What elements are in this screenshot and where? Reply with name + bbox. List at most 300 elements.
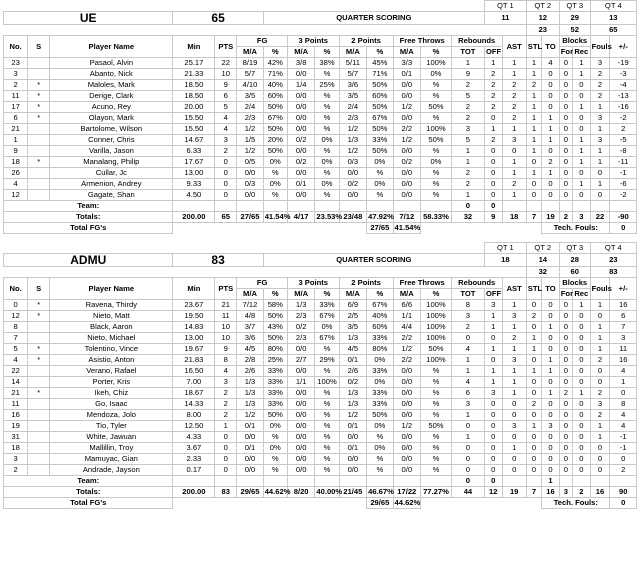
player-reb-tot: 3 [451, 124, 484, 135]
player-no: 11 [4, 91, 28, 102]
totals-ft-ma: 17/22 [393, 487, 421, 498]
player-fg-pct: 50% [263, 410, 287, 421]
player-to: 1 [542, 168, 560, 179]
player-fg-pct: 42% [263, 58, 287, 69]
player-ft-pct: % [421, 113, 452, 124]
player-row [4, 311, 637, 322]
quarter-score-2: 12 [526, 12, 559, 25]
player-ft-ma: 0/0 [393, 388, 421, 399]
player-no: 4 [4, 179, 28, 190]
player-name: Acuno, Rey [50, 102, 173, 113]
qt3-label: QT 3 [559, 243, 590, 254]
player-twp-pct: 50% [367, 102, 393, 113]
player-starter [28, 410, 50, 421]
player-twp-ma: 6/9 [339, 300, 367, 311]
player-row [4, 454, 637, 465]
player-name: Nieto, Matt [50, 311, 173, 322]
player-tp-pct: % [315, 113, 339, 124]
tech-fouls-label: Tech. Fouls: [542, 223, 610, 234]
qt4-label: QT 4 [590, 1, 636, 12]
player-reb-tot: 9 [451, 69, 484, 80]
player-no: 21 [4, 124, 28, 135]
player-min: 4.33 [173, 432, 215, 443]
player-fg-ma: 8/19 [237, 58, 263, 69]
player-twp-ma: 1/2 [339, 124, 367, 135]
player-pts: 3 [215, 377, 237, 388]
total-fgs-spacer [173, 223, 367, 234]
player-tp-pct: % [315, 465, 339, 476]
totals-ft-ma: 7/12 [393, 212, 421, 223]
player-starter [28, 69, 50, 80]
player-ft-ma: 2/2 [393, 355, 421, 366]
player-tp-ma: 0/0 [287, 432, 315, 443]
player-blk-for: 0 [559, 344, 572, 355]
team-row-empty [215, 201, 237, 212]
player-pm: 16 [610, 300, 637, 311]
player-reb-off: 0 [484, 113, 502, 124]
player-reb-tot: 2 [451, 113, 484, 124]
player-ft-pct: 100% [421, 300, 452, 311]
player-pts: 4 [215, 124, 237, 135]
player-reb-off: 0 [484, 421, 502, 432]
player-tp-pct: 0% [315, 135, 339, 146]
player-pts: 21 [215, 300, 237, 311]
cumulative-score-3: 52 [559, 25, 590, 36]
sub-pct: % [263, 289, 287, 300]
player-pts: 0 [215, 454, 237, 465]
player-row [4, 344, 637, 355]
player-stl: 2 [526, 311, 541, 322]
total-fgs-label: Total FG's [4, 223, 173, 234]
player-blk-for: 0 [559, 454, 572, 465]
player-fg-pct: 0% [263, 157, 287, 168]
col-ft: Free Throws [393, 36, 451, 47]
totals-blk-for: 3 [559, 487, 572, 498]
col-2pts: 2 Points [339, 278, 393, 289]
player-ast: 0 [502, 465, 526, 476]
player-fg-pct: % [263, 432, 287, 443]
col-fouls: Fouls [590, 36, 610, 58]
player-min: 2.33 [173, 454, 215, 465]
player-fg-pct: % [263, 465, 287, 476]
player-stl: 0 [526, 432, 541, 443]
sub-ma: M/A [393, 47, 421, 58]
player-fouls: 0 [590, 366, 610, 377]
player-ft-ma: 0/0 [393, 399, 421, 410]
player-twp-ma: 0/2 [339, 179, 367, 190]
col-rebounds: Rebounds [451, 278, 502, 289]
player-reb-off: 1 [484, 124, 502, 135]
player-pm: -1 [610, 443, 637, 454]
player-blk-for: 2 [559, 388, 572, 399]
team-row-empty [573, 476, 591, 487]
player-reb-off: 0 [484, 410, 502, 421]
team-row-empty [393, 201, 421, 212]
player-name: Abanto, Nick [50, 69, 173, 80]
col-pts: PTS [215, 278, 237, 300]
player-to: 0 [542, 333, 560, 344]
total-fgs-spacer [421, 223, 542, 234]
player-twp-pct: 0% [367, 443, 393, 454]
player-min: 13.00 [173, 168, 215, 179]
player-twp-ma: 5/7 [339, 69, 367, 80]
player-twp-ma: 0/2 [339, 377, 367, 388]
player-reb-tot: 1 [451, 190, 484, 201]
sub-pct: % [263, 47, 287, 58]
col-fg: FG [237, 36, 288, 47]
team-row-reb-off: 0 [484, 476, 502, 487]
totals-tp-pct: 23.53% [316, 212, 343, 222]
player-twp-ma: 2/3 [339, 113, 367, 124]
team-row-empty [367, 201, 393, 212]
player-twp-ma: 2/5 [339, 311, 367, 322]
header-spacer [4, 1, 485, 12]
player-starter [28, 421, 50, 432]
totals-blk-for: 2 [559, 212, 572, 223]
player-ft-pct: 50% [421, 421, 452, 432]
player-tp-ma: 0/2 [287, 157, 315, 168]
totals-tp-ma: 4/17 [287, 212, 315, 223]
player-twp-pct: 0% [367, 355, 393, 366]
player-starter [28, 322, 50, 333]
player-reb-off: 2 [484, 80, 502, 91]
player-stl: 1 [526, 344, 541, 355]
player-ft-ma: 0/0 [393, 190, 421, 201]
quarter-score-1: 18 [484, 254, 526, 267]
player-pm: -1 [610, 432, 637, 443]
player-to: 0 [542, 443, 560, 454]
player-pts: 0 [215, 465, 237, 476]
player-reb-off: 0 [484, 399, 502, 410]
totals-label: Totals: [4, 212, 173, 223]
player-reb-off: 2 [484, 69, 502, 80]
player-reb-tot: 2 [451, 80, 484, 91]
player-reb-off: 3 [484, 300, 502, 311]
team-score: 65 [173, 12, 263, 25]
player-fouls: 1 [590, 102, 610, 113]
player-stl: 0 [526, 443, 541, 454]
col-plus-minus: +/- [610, 278, 637, 300]
totals-stl: 7 [526, 212, 541, 223]
player-twp-ma: 2/6 [339, 366, 367, 377]
player-to: 0 [542, 311, 560, 322]
player-pts: 2 [215, 388, 237, 399]
player-no: 23 [4, 58, 28, 69]
player-ft-ma: 0/0 [393, 366, 421, 377]
player-ft-ma: 2/2 [393, 124, 421, 135]
player-twp-pct: 50% [367, 124, 393, 135]
player-pts: 0 [215, 443, 237, 454]
col-rebounds: Rebounds [451, 36, 502, 47]
player-fg-ma: 0/3 [237, 179, 263, 190]
player-blk-for: 0 [559, 135, 572, 146]
player-tp-pct: 67% [315, 333, 339, 344]
player-ft-ma: 3/3 [393, 58, 421, 69]
player-pts: 9 [215, 344, 237, 355]
player-fg-ma: 4/10 [237, 80, 263, 91]
player-fg-ma: 0/1 [237, 421, 263, 432]
team-row-empty [421, 201, 452, 212]
player-pts: 3 [215, 135, 237, 146]
player-tp-ma: 0/0 [287, 168, 315, 179]
col-ft: Free Throws [393, 278, 451, 289]
cumulative-spacer [4, 25, 527, 36]
player-reb-tot: 5 [451, 91, 484, 102]
team-row-empty [573, 201, 591, 212]
player-row [4, 91, 637, 102]
player-no: 3 [4, 454, 28, 465]
player-ast: 2 [502, 102, 526, 113]
player-fg-ma: 3/7 [237, 322, 263, 333]
player-min: 25.17 [173, 58, 215, 69]
totals-twp-pct: 46.67% [368, 487, 394, 497]
team-row-empty [610, 201, 637, 212]
player-twp-ma: 1/2 [339, 410, 367, 421]
player-name: Porter, Kris [50, 377, 173, 388]
player-reb-off: 1 [484, 322, 502, 333]
totals-fouls: 16 [590, 487, 610, 498]
player-starter [28, 377, 50, 388]
player-stl: 1 [526, 366, 541, 377]
player-name: Maloles, Mark [50, 80, 173, 91]
player-fouls: 1 [590, 179, 610, 190]
tech-fouls-value: 0 [610, 223, 637, 234]
player-ft-pct: % [421, 146, 452, 157]
player-tp-pct: 0% [315, 322, 339, 333]
player-twp-ma: 5/11 [339, 58, 367, 69]
totals-fg-ma: 27/65 [237, 212, 263, 223]
player-to: 0 [542, 146, 560, 157]
player-twp-pct: % [367, 465, 393, 476]
player-fg-ma: 1/3 [237, 388, 263, 399]
player-name: Go, Isaac [50, 399, 173, 410]
team-row-empty [237, 476, 263, 487]
player-stl: 0 [526, 322, 541, 333]
player-fg-pct: 50% [263, 311, 287, 322]
player-ft-pct: % [421, 377, 452, 388]
player-twp-pct: % [367, 190, 393, 201]
player-reb-off: 0 [484, 432, 502, 443]
player-pts: 4 [215, 113, 237, 124]
player-blk-for: 0 [559, 91, 572, 102]
sub-ma: M/A [287, 47, 315, 58]
player-tp-ma: 0/0 [287, 399, 315, 410]
player-blk-rec: 1 [573, 146, 591, 157]
player-fg-ma: 0/0 [237, 190, 263, 201]
player-blk-for: 0 [559, 146, 572, 157]
header-spacer [4, 243, 485, 254]
player-name: Nieto, Michael [50, 333, 173, 344]
quarter-scoring-label: QUARTER SCORING [263, 254, 484, 267]
player-name: Cullar, Jc [50, 168, 173, 179]
player-min: 8.00 [173, 410, 215, 421]
player-fg-ma: 1/2 [237, 124, 263, 135]
player-tp-ma: 0/0 [287, 124, 315, 135]
player-fg-pct: 58% [263, 300, 287, 311]
player-tp-pct: % [315, 410, 339, 421]
player-name: Andrade, Jayson [50, 465, 173, 476]
team-row-empty [339, 476, 367, 487]
player-blk-for: 0 [559, 190, 572, 201]
player-pm: 4 [610, 421, 637, 432]
player-starter [28, 190, 50, 201]
player-name: Varilla, Jason [50, 146, 173, 157]
player-no: 12 [4, 311, 28, 322]
player-ast: 3 [502, 135, 526, 146]
player-starter: * [28, 102, 50, 113]
tech-fouls-value: 0 [610, 498, 637, 509]
team-row-empty [559, 201, 572, 212]
player-ast: 3 [502, 421, 526, 432]
player-reb-off: 0 [484, 157, 502, 168]
player-ast: 0 [502, 399, 526, 410]
player-name: Mamuyac, Gian [50, 454, 173, 465]
player-pm: -3 [610, 69, 637, 80]
player-reb-off: 0 [484, 454, 502, 465]
player-twp-pct: 0% [367, 421, 393, 432]
total-fgs-pct: 41.54% [394, 223, 421, 233]
quarter-score-3: 29 [559, 12, 590, 25]
player-ft-pct: % [421, 366, 452, 377]
player-fg-ma: 4/8 [237, 311, 263, 322]
player-tp-pct: % [315, 388, 339, 399]
player-ft-ma: 2/2 [393, 333, 421, 344]
player-ft-ma: 1/2 [393, 102, 421, 113]
team-row-empty [367, 476, 393, 487]
player-reb-off: 0 [484, 179, 502, 190]
player-blk-rec: 1 [573, 69, 591, 80]
player-ft-pct: 100% [421, 58, 452, 69]
player-starter [28, 333, 50, 344]
player-name: Asistio, Anton [50, 355, 173, 366]
player-no: 2 [4, 465, 28, 476]
player-tp-ma: 0/0 [287, 344, 315, 355]
player-reb-off: 1 [484, 311, 502, 322]
player-ast: 2 [502, 179, 526, 190]
player-min: 16.50 [173, 366, 215, 377]
sub-for: For [560, 289, 574, 299]
sub-ma: M/A [393, 289, 421, 300]
player-tp-pct: % [315, 102, 339, 113]
player-ft-ma: 0/0 [393, 443, 421, 454]
player-twp-ma: 1/3 [339, 388, 367, 399]
player-reb-off: 2 [484, 102, 502, 113]
player-blk-rec: 0 [573, 410, 591, 421]
totals-ft-pct: 58.33% [421, 212, 452, 223]
player-tp-pct: 100% [315, 377, 339, 388]
player-name: Ravena, Thirdy [50, 300, 173, 311]
player-fg-pct: 20% [263, 135, 287, 146]
player-reb-off: 0 [484, 443, 502, 454]
player-tp-pct: 25% [315, 80, 339, 91]
player-blk-for: 0 [559, 157, 572, 168]
player-blk-rec: 0 [573, 322, 591, 333]
player-blk-rec: 0 [573, 91, 591, 102]
player-tp-ma: 0/0 [287, 366, 315, 377]
player-blk-for: 0 [559, 69, 572, 80]
player-ast: 1 [502, 377, 526, 388]
player-tp-pct: % [315, 344, 339, 355]
player-twp-ma: 4/5 [339, 344, 367, 355]
player-reb-off: 0 [484, 146, 502, 157]
player-ft-ma: 0/0 [393, 80, 421, 91]
totals-reb-tot: 44 [451, 487, 484, 498]
player-tp-ma: 0/0 [287, 113, 315, 124]
player-twp-ma: 0/1 [339, 421, 367, 432]
col-min: Min [173, 278, 215, 300]
player-reb-tot: 6 [451, 388, 484, 399]
player-fg-pct: 50% [263, 124, 287, 135]
player-min: 14.33 [173, 399, 215, 410]
player-no: 0 [4, 300, 28, 311]
player-fg-pct: 33% [263, 399, 287, 410]
player-twp-ma: 3/5 [339, 91, 367, 102]
player-min: 3.67 [173, 443, 215, 454]
sub-pct: % [315, 47, 339, 58]
team-row-empty [559, 476, 572, 487]
player-to: 0 [542, 179, 560, 190]
sub-pct: % [421, 289, 452, 300]
player-reb-tot: 1 [451, 432, 484, 443]
player-ft-ma: 0/2 [393, 157, 421, 168]
player-min: 18.50 [173, 80, 215, 91]
player-fg-ma: 4/5 [237, 344, 263, 355]
player-reb-tot: 5 [451, 135, 484, 146]
player-twp-pct: 33% [367, 399, 393, 410]
totals-ast: 18 [502, 212, 526, 223]
player-stl: 1 [526, 102, 541, 113]
player-ast: 2 [502, 333, 526, 344]
team-row-empty [339, 201, 367, 212]
player-pm: -5 [610, 135, 637, 146]
player-fg-ma: 2/4 [237, 102, 263, 113]
player-to: 0 [542, 454, 560, 465]
player-no: 7 [4, 333, 28, 344]
player-fouls: 3 [590, 113, 610, 124]
sub-ma: M/A [339, 47, 367, 58]
player-pm: 4 [610, 366, 637, 377]
total-fgs-spacer [173, 498, 367, 509]
team-name: UE [4, 12, 173, 25]
player-reb-tot: 4 [451, 377, 484, 388]
box-score-table-admu [3, 242, 637, 509]
player-fg-pct: 33% [263, 377, 287, 388]
player-twp-pct: 60% [367, 91, 393, 102]
player-ast: 3 [502, 311, 526, 322]
player-tp-ma: 0/0 [287, 102, 315, 113]
player-stl: 1 [526, 58, 541, 69]
player-pts: 6 [215, 91, 237, 102]
player-to: 4 [542, 58, 560, 69]
total-fgs-spacer [421, 498, 542, 509]
sub-rec: Rec [574, 289, 589, 299]
player-pm: -16 [610, 102, 637, 113]
player-starter: * [28, 157, 50, 168]
player-min: 15.50 [173, 124, 215, 135]
player-twp-ma: 2/4 [339, 102, 367, 113]
player-tp-pct: 0% [315, 157, 339, 168]
totals-stl: 7 [526, 487, 541, 498]
qt1-label: QT 1 [484, 1, 526, 12]
player-starter [28, 454, 50, 465]
player-name: Bartolome, Wilson [50, 124, 173, 135]
player-to: 1 [542, 388, 560, 399]
cumulative-score-2: 32 [526, 267, 559, 278]
col-3pts: 3 Points [287, 278, 339, 289]
player-twp-ma: 1/3 [339, 399, 367, 410]
player-pm: 7 [610, 322, 637, 333]
player-min: 15.50 [173, 113, 215, 124]
